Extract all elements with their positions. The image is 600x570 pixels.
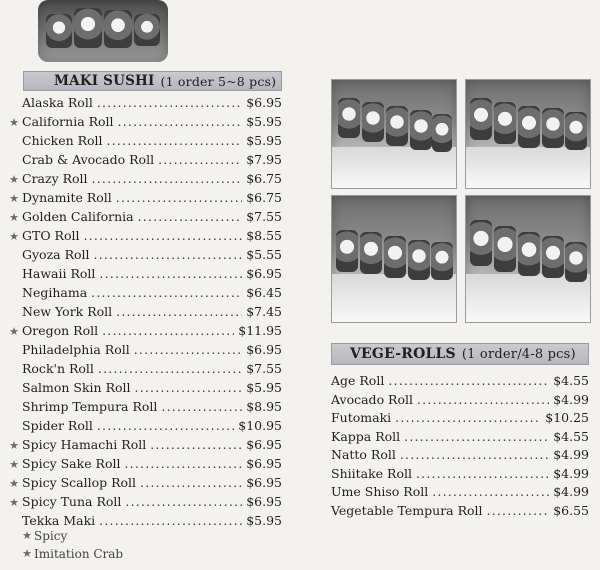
dot-leader [91,284,242,303]
menu-item [6,417,282,436]
menu-item-name: Ume Shiso Roll [331,484,429,499]
legend-spicy-label: Spicy [34,529,68,543]
menu-item-name: Spicy Scallop Roll [22,475,137,490]
vege-rolls-list [331,372,589,520]
menu-item [6,303,282,322]
dot-leader [416,465,549,484]
dot-leader [99,265,242,284]
menu-item-price: $7.55 [246,209,282,224]
star-icon: ★ [9,192,19,205]
sushi-photo-4 [465,195,591,323]
dot-leader [138,208,243,227]
star-icon: ★ [9,116,19,129]
vege-rolls-title: VEGE-ROLLS [350,346,456,362]
dot-leader [395,409,541,428]
star-icon: ★ [9,439,19,452]
menu-item [331,465,589,484]
menu-item-price: $4.99 [553,391,589,407]
dot-leader [134,341,242,360]
menu-item [331,502,589,521]
menu-item-name: Shiitake Roll [331,465,412,481]
menu-item [6,94,282,113]
legend [20,527,123,563]
menu-item-name: Shrimp Tempura Roll [22,399,158,414]
dot-leader [97,417,234,436]
menu-item [6,265,282,284]
vege-rolls-header [331,343,589,365]
menu-item-name: Spicy Sake Roll [22,456,121,471]
star-icon: ★ [9,173,19,186]
maki-sushi-list [6,94,282,531]
menu-item-price: $5.95 [246,133,282,148]
menu-item-name: Alaska Roll [22,95,93,110]
menu-item-price: $4.55 [553,373,589,388]
dot-leader [487,502,550,521]
menu-item-price: $6.55 [553,502,589,518]
menu-item-name: Crab & Avocado Roll [22,152,155,167]
dot-leader [432,483,549,502]
menu-item [6,189,282,208]
star-icon: ★ [9,496,19,509]
dot-leader [92,170,243,189]
menu-item-price: $10.95 [238,418,282,433]
menu-item-name: Avocado Roll [331,391,413,407]
menu-item-name: Gyoza Roll [22,247,90,262]
dot-leader [94,246,243,265]
sushi-photo-1 [331,79,457,189]
dot-leader [400,446,549,465]
menu-item-price: $4.99 [553,447,589,462]
menu-item-price: $6.95 [246,437,282,452]
dot-leader [404,428,549,447]
menu-item-price: $6.95 [246,494,282,509]
menu-item-price: $7.95 [246,152,282,167]
menu-item-name: Spider Roll [22,418,93,433]
menu-item-name: Futomaki [331,410,392,425]
menu-item-price: $4.55 [553,428,589,444]
menu-item-price: $8.95 [246,399,282,414]
menu-item [6,322,282,341]
star-icon: ★ [22,529,32,542]
star-icon: ★ [9,477,19,490]
vege-rolls-subtitle: (1 order/4-8 pcs) [461,346,576,362]
star-icon: ★ [9,325,19,338]
menu-item [6,227,282,246]
sushi-photo-3 [331,195,457,323]
dot-leader [140,474,242,493]
menu-item [6,208,282,227]
dot-leader [125,493,242,512]
menu-item-name: Spicy Hamachi Roll [22,437,147,452]
menu-item [331,409,589,428]
menu-item-price: $6.95 [246,475,282,490]
menu-item [6,170,282,189]
menu-item [331,428,589,447]
dot-leader [125,455,243,474]
menu-item-price: $7.55 [246,361,282,376]
menu-item-name: Vegetable Tempura Roll [331,502,483,518]
legend-spicy [20,527,123,545]
menu-item-name: Spicy Tuna Roll [22,494,122,509]
dot-leader [83,227,242,246]
menu-item [6,132,282,151]
menu-item [331,372,589,391]
menu-item-name: Dynamite Roll [22,190,112,205]
maki-sushi-title: MAKI SUSHI [54,73,155,89]
menu-item-price: $8.55 [246,228,282,243]
sushi-photo-top [38,0,168,62]
menu-item-price: $6.95 [246,266,282,281]
menu-item-name: GTO Roll [22,228,80,243]
menu-item [6,493,282,512]
menu-item-price: $6.45 [246,285,282,300]
maki-sushi-header [23,71,282,91]
sushi-photo-2 [465,79,591,189]
menu-item [331,483,589,502]
menu-item-name: Golden California [22,209,134,224]
dot-leader [118,113,243,132]
menu-item-price: $5.95 [246,513,282,528]
legend-imitation-crab-label: Imitation Crab [34,547,124,561]
menu-item [331,446,589,465]
menu-item [6,379,282,398]
menu-item-price: $5.95 [246,380,282,395]
star-icon: ★ [9,458,19,471]
menu-item-price: $10.25 [545,410,589,425]
menu-item [6,113,282,132]
menu-item [6,284,282,303]
menu-item-price: $6.75 [246,171,282,186]
menu-item [6,455,282,474]
menu-item-price: $6.75 [246,190,282,205]
menu-item-price: $5.55 [246,247,282,262]
menu-item-price: $4.99 [553,465,589,481]
menu-item [6,151,282,170]
dot-leader [97,94,242,113]
menu-item [6,474,282,493]
dot-leader [158,151,242,170]
dot-leader [98,360,242,379]
dot-leader [107,132,243,151]
dot-leader [135,379,243,398]
menu-item [6,398,282,417]
maki-sushi-subtitle: (1 order 5~8 pcs) [160,73,277,89]
menu-item [6,246,282,265]
dot-leader [388,372,549,391]
menu-item [6,341,282,360]
menu-item [331,391,589,410]
menu-item-name: Chicken Roll [22,133,103,148]
menu-item-name: Natto Roll [331,447,396,462]
menu-item-name: Kappa Roll [331,428,401,444]
menu-item-name: California Roll [22,114,114,129]
menu-item-price: $4.99 [553,484,589,499]
menu-item-price: $6.95 [246,342,282,357]
dot-leader [116,189,242,208]
dot-leader [161,398,242,417]
dot-leader [417,391,549,410]
menu-item-price: $5.95 [246,114,282,129]
dot-leader [116,303,242,322]
menu-item-name: Salmon Skin Roll [22,380,131,395]
menu-item-name: Negihama [22,285,88,300]
menu-item-name: Hawaii Roll [22,266,96,281]
menu-item-price: $11.95 [238,323,282,338]
star-icon: ★ [9,230,19,243]
dot-leader [102,322,234,341]
menu-item-name: Crazy Roll [22,171,88,186]
menu-item-name: Philadelphia Roll [22,342,130,357]
menu-item-name: Rock'n Roll [22,361,94,376]
menu-item [6,436,282,455]
star-icon: ★ [9,211,19,224]
menu-item-price: $6.95 [246,456,282,471]
menu-item-name: Tekka Maki [22,513,96,528]
menu-item-price: $7.45 [246,304,282,319]
dot-leader [150,436,242,455]
star-icon: ★ [22,547,32,560]
menu-item-name: Oregon Roll [22,323,99,338]
menu-item-name: Age Roll [331,373,385,388]
menu-item [6,360,282,379]
legend-imitation-crab [20,545,123,563]
menu-item-name: New York Roll [22,304,113,319]
menu-item-price: $6.95 [246,95,282,110]
